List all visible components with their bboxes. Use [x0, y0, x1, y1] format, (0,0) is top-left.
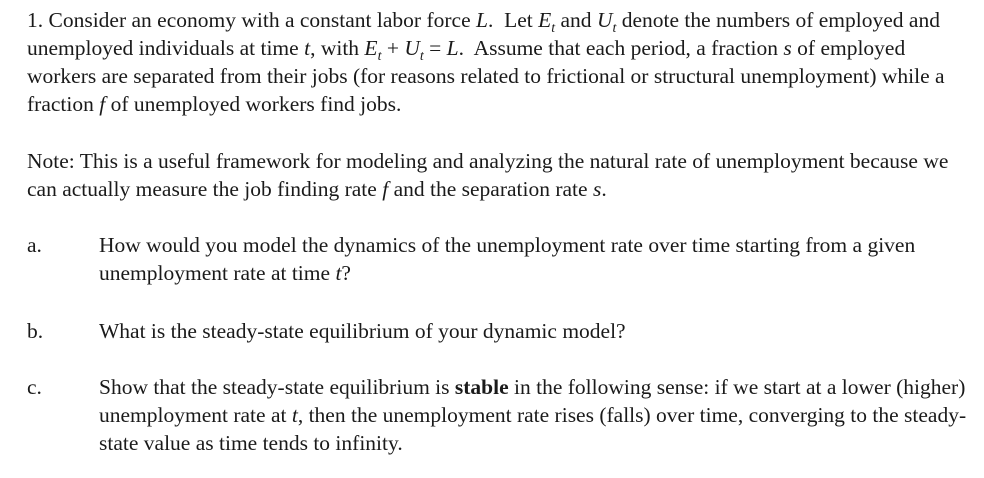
text-run: and — [555, 8, 597, 32]
text-run: . Let — [487, 8, 539, 32]
text-run: ? — [341, 261, 351, 285]
question-letter: a. — [27, 233, 42, 257]
text-run: + — [381, 36, 405, 60]
subscript-run: t — [419, 49, 424, 64]
text-run: , with — [310, 36, 365, 60]
text-run: Show that the steady-state equilibrium is — [99, 375, 455, 399]
question-text — [99, 231, 974, 287]
question-text — [99, 373, 974, 457]
italic-run: L — [446, 36, 459, 60]
italic-run: t — [335, 261, 342, 285]
text-run: . Assume that each period, a fraction — [458, 36, 784, 60]
intro-text — [27, 8, 950, 116]
text-run: and the separation rate — [388, 177, 593, 201]
question-text — [99, 317, 974, 345]
italic-run: f — [99, 92, 106, 116]
italic-run: U — [404, 36, 420, 60]
italic-run: t — [291, 403, 298, 427]
italic-run: L — [475, 8, 488, 32]
text-run: of unemployed workers find jobs. — [105, 92, 402, 116]
italic-run: f — [382, 177, 389, 201]
italic-run: t — [304, 36, 311, 60]
question-letter: b. — [27, 319, 44, 343]
italic-run: E — [538, 8, 552, 32]
text-run: Note: This is a useful framework for modeling and analyzing the natural rate of unemployment because we can actually measure the job finding rate — [27, 149, 954, 201]
bold-run: stable — [454, 375, 509, 399]
italic-run: s — [592, 177, 602, 201]
text-run: , then the unemployment rate rises (falls) over time, converging to the steady-state value as time tends to infinity. — [99, 403, 967, 455]
italic-run: U — [596, 8, 613, 32]
text-run: What is the steady-state equilibrium of your dynamic model? — [99, 319, 626, 343]
text-run: Consider an economy with a constant labor force — [43, 8, 476, 32]
subscript-run: t — [377, 49, 382, 64]
italic-run: E — [364, 36, 378, 60]
text-run: . — [601, 177, 607, 201]
text-run: denote the numbers of employed and unemployed individuals at time — [27, 8, 946, 60]
italic-run: s — [783, 36, 792, 60]
subscript-run: t — [612, 21, 617, 36]
subscript-run: t — [551, 21, 556, 36]
problem-number: 1. — [27, 8, 44, 32]
text-run: in the following sense: if we start at a lower (higher) unemployment rate at — [99, 375, 971, 427]
problem-intro — [27, 6, 977, 118]
problem-note — [27, 147, 977, 203]
text-run: of employed workers are separated from their jobs (for reasons related to frictional or structural unemployment) while a fraction — [27, 36, 950, 116]
text-run: = — [423, 36, 447, 60]
question-letter: c. — [27, 375, 42, 399]
text-run: How would you model the dynamics of the unemployment rate over time starting from a given unemployment rate at time — [99, 233, 921, 285]
